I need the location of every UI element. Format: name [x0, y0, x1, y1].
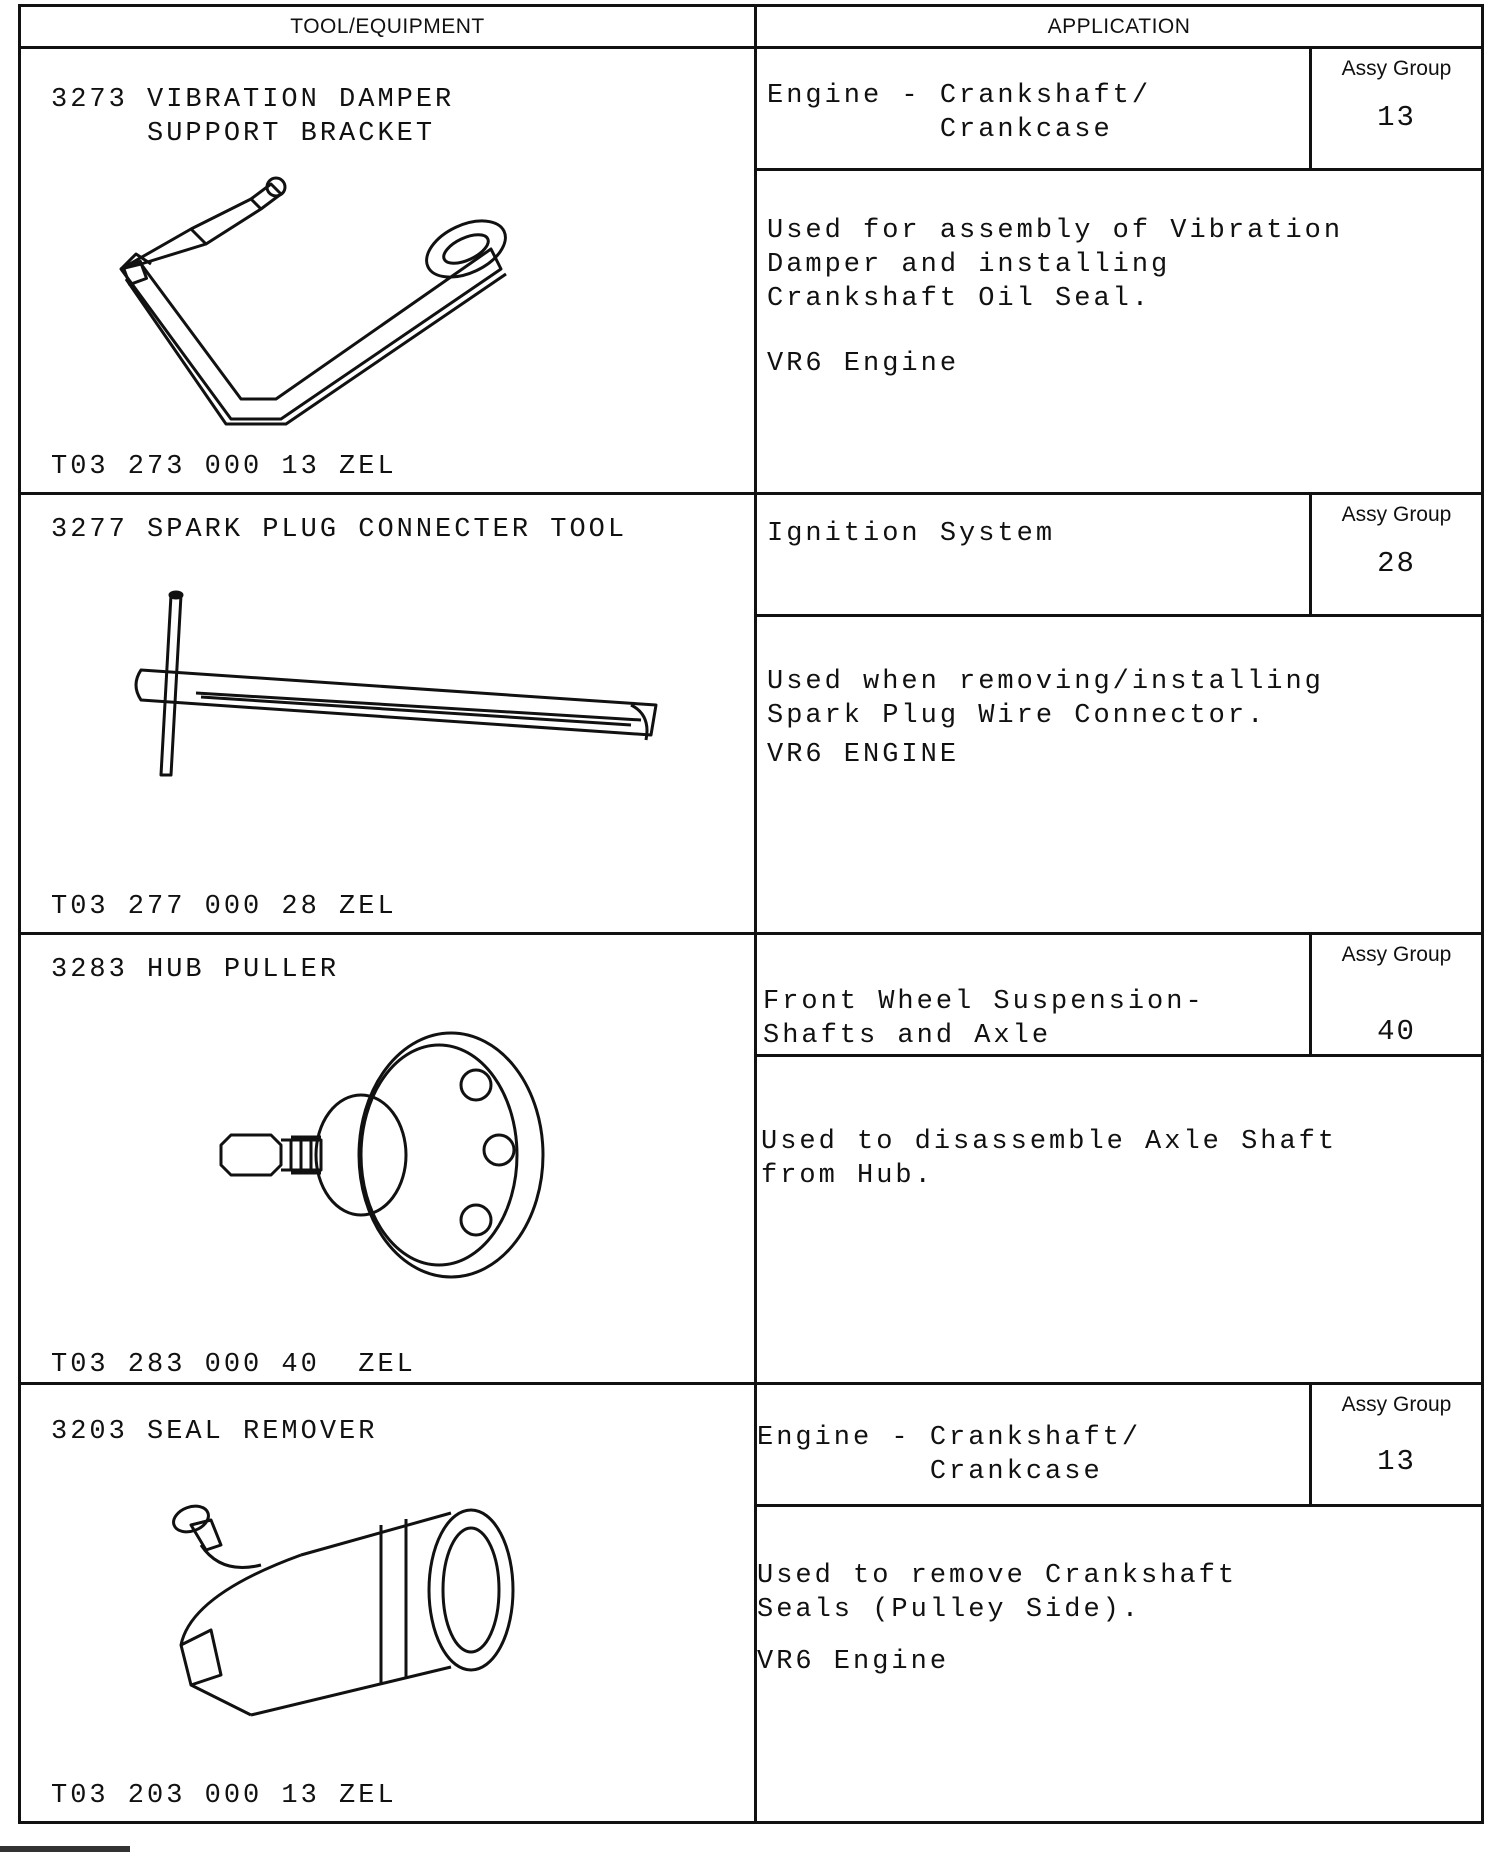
application-cell — [757, 1385, 1481, 1821]
application-text: Engine - Crankshaft/ Crankcase — [757, 1423, 1142, 1487]
bracket-icon — [81, 169, 541, 439]
tool-title: 3277 SPARK PLUG CONNECTER TOOL — [51, 515, 628, 545]
description: Used to disassemble Axle Shaft from Hub. — [761, 1127, 1338, 1191]
tool-row-3203 — [21, 1385, 1481, 1821]
description: Used to remove Crankshaft Seals (Pulley Side). — [757, 1561, 1238, 1625]
assy-group-number: 40 — [1377, 1015, 1416, 1048]
part-number: T03 283 000 40 ZEL — [51, 1350, 416, 1380]
tool-title: 3273 VIBRATION DAMPER SUPPORT BRACKET — [51, 85, 455, 149]
part-number: T03 277 000 28 ZEL — [51, 892, 397, 922]
application-cell — [757, 495, 1481, 932]
seal-remover-icon — [151, 1495, 531, 1735]
engine-note: VR6 Engine — [757, 1647, 950, 1677]
part-number: T03 273 000 13 ZEL — [51, 452, 397, 482]
assy-group-box — [1309, 495, 1481, 614]
description: Used for assembly of Vibration Damper and installing Crankshaft Oil Seal. — [767, 216, 1344, 314]
hub-puller-icon — [211, 1025, 551, 1285]
page-footer-rule — [0, 1846, 130, 1852]
tool-cell — [21, 49, 757, 492]
spark-plug-tool-icon — [111, 585, 671, 795]
tool-row-3273 — [21, 49, 1481, 495]
tool-cell — [21, 495, 757, 932]
tool-row-3283 — [21, 935, 1481, 1385]
application-box — [757, 49, 1481, 171]
application-text: Engine - Crankshaft/ Crankcase — [767, 81, 1152, 145]
application-box — [757, 495, 1481, 617]
assy-group-label: Assy Group — [1341, 57, 1452, 80]
application-column-header: APPLICATION — [757, 7, 1481, 49]
tool-cell — [21, 935, 757, 1382]
application-text: Front Wheel Suspension- Shafts and Axle — [763, 987, 1205, 1051]
part-number: T03 203 000 13 ZEL — [51, 1781, 397, 1811]
tool-row-3277 — [21, 495, 1481, 935]
engine-note: VR6 Engine — [767, 349, 960, 379]
tool-title: 3203 SEAL REMOVER — [51, 1417, 378, 1447]
application-box — [757, 935, 1481, 1057]
assy-group-number: 28 — [1377, 547, 1416, 580]
application-text: Ignition System — [767, 519, 1056, 549]
assy-group-box — [1309, 49, 1481, 168]
assy-group-label: Assy Group — [1341, 503, 1452, 526]
assy-group-box — [1309, 935, 1481, 1054]
assy-group-label: Assy Group — [1341, 1393, 1452, 1416]
assy-group-number: 13 — [1377, 101, 1416, 134]
tool-title: 3283 HUB PULLER — [51, 955, 340, 985]
application-box — [757, 1385, 1481, 1507]
assy-group-label: Assy Group — [1341, 943, 1452, 966]
tool-cell — [21, 1385, 757, 1821]
description: Used when removing/installing Spark Plug Wire Connector. — [767, 667, 1324, 731]
application-cell — [757, 49, 1481, 492]
tool-column-header: TOOL/EQUIPMENT — [21, 7, 757, 49]
assy-group-box — [1309, 1385, 1481, 1504]
engine-note: VR6 ENGINE — [767, 740, 960, 770]
tool-sheet — [18, 4, 1484, 1824]
assy-group-number: 13 — [1377, 1445, 1416, 1478]
application-cell — [757, 935, 1481, 1382]
